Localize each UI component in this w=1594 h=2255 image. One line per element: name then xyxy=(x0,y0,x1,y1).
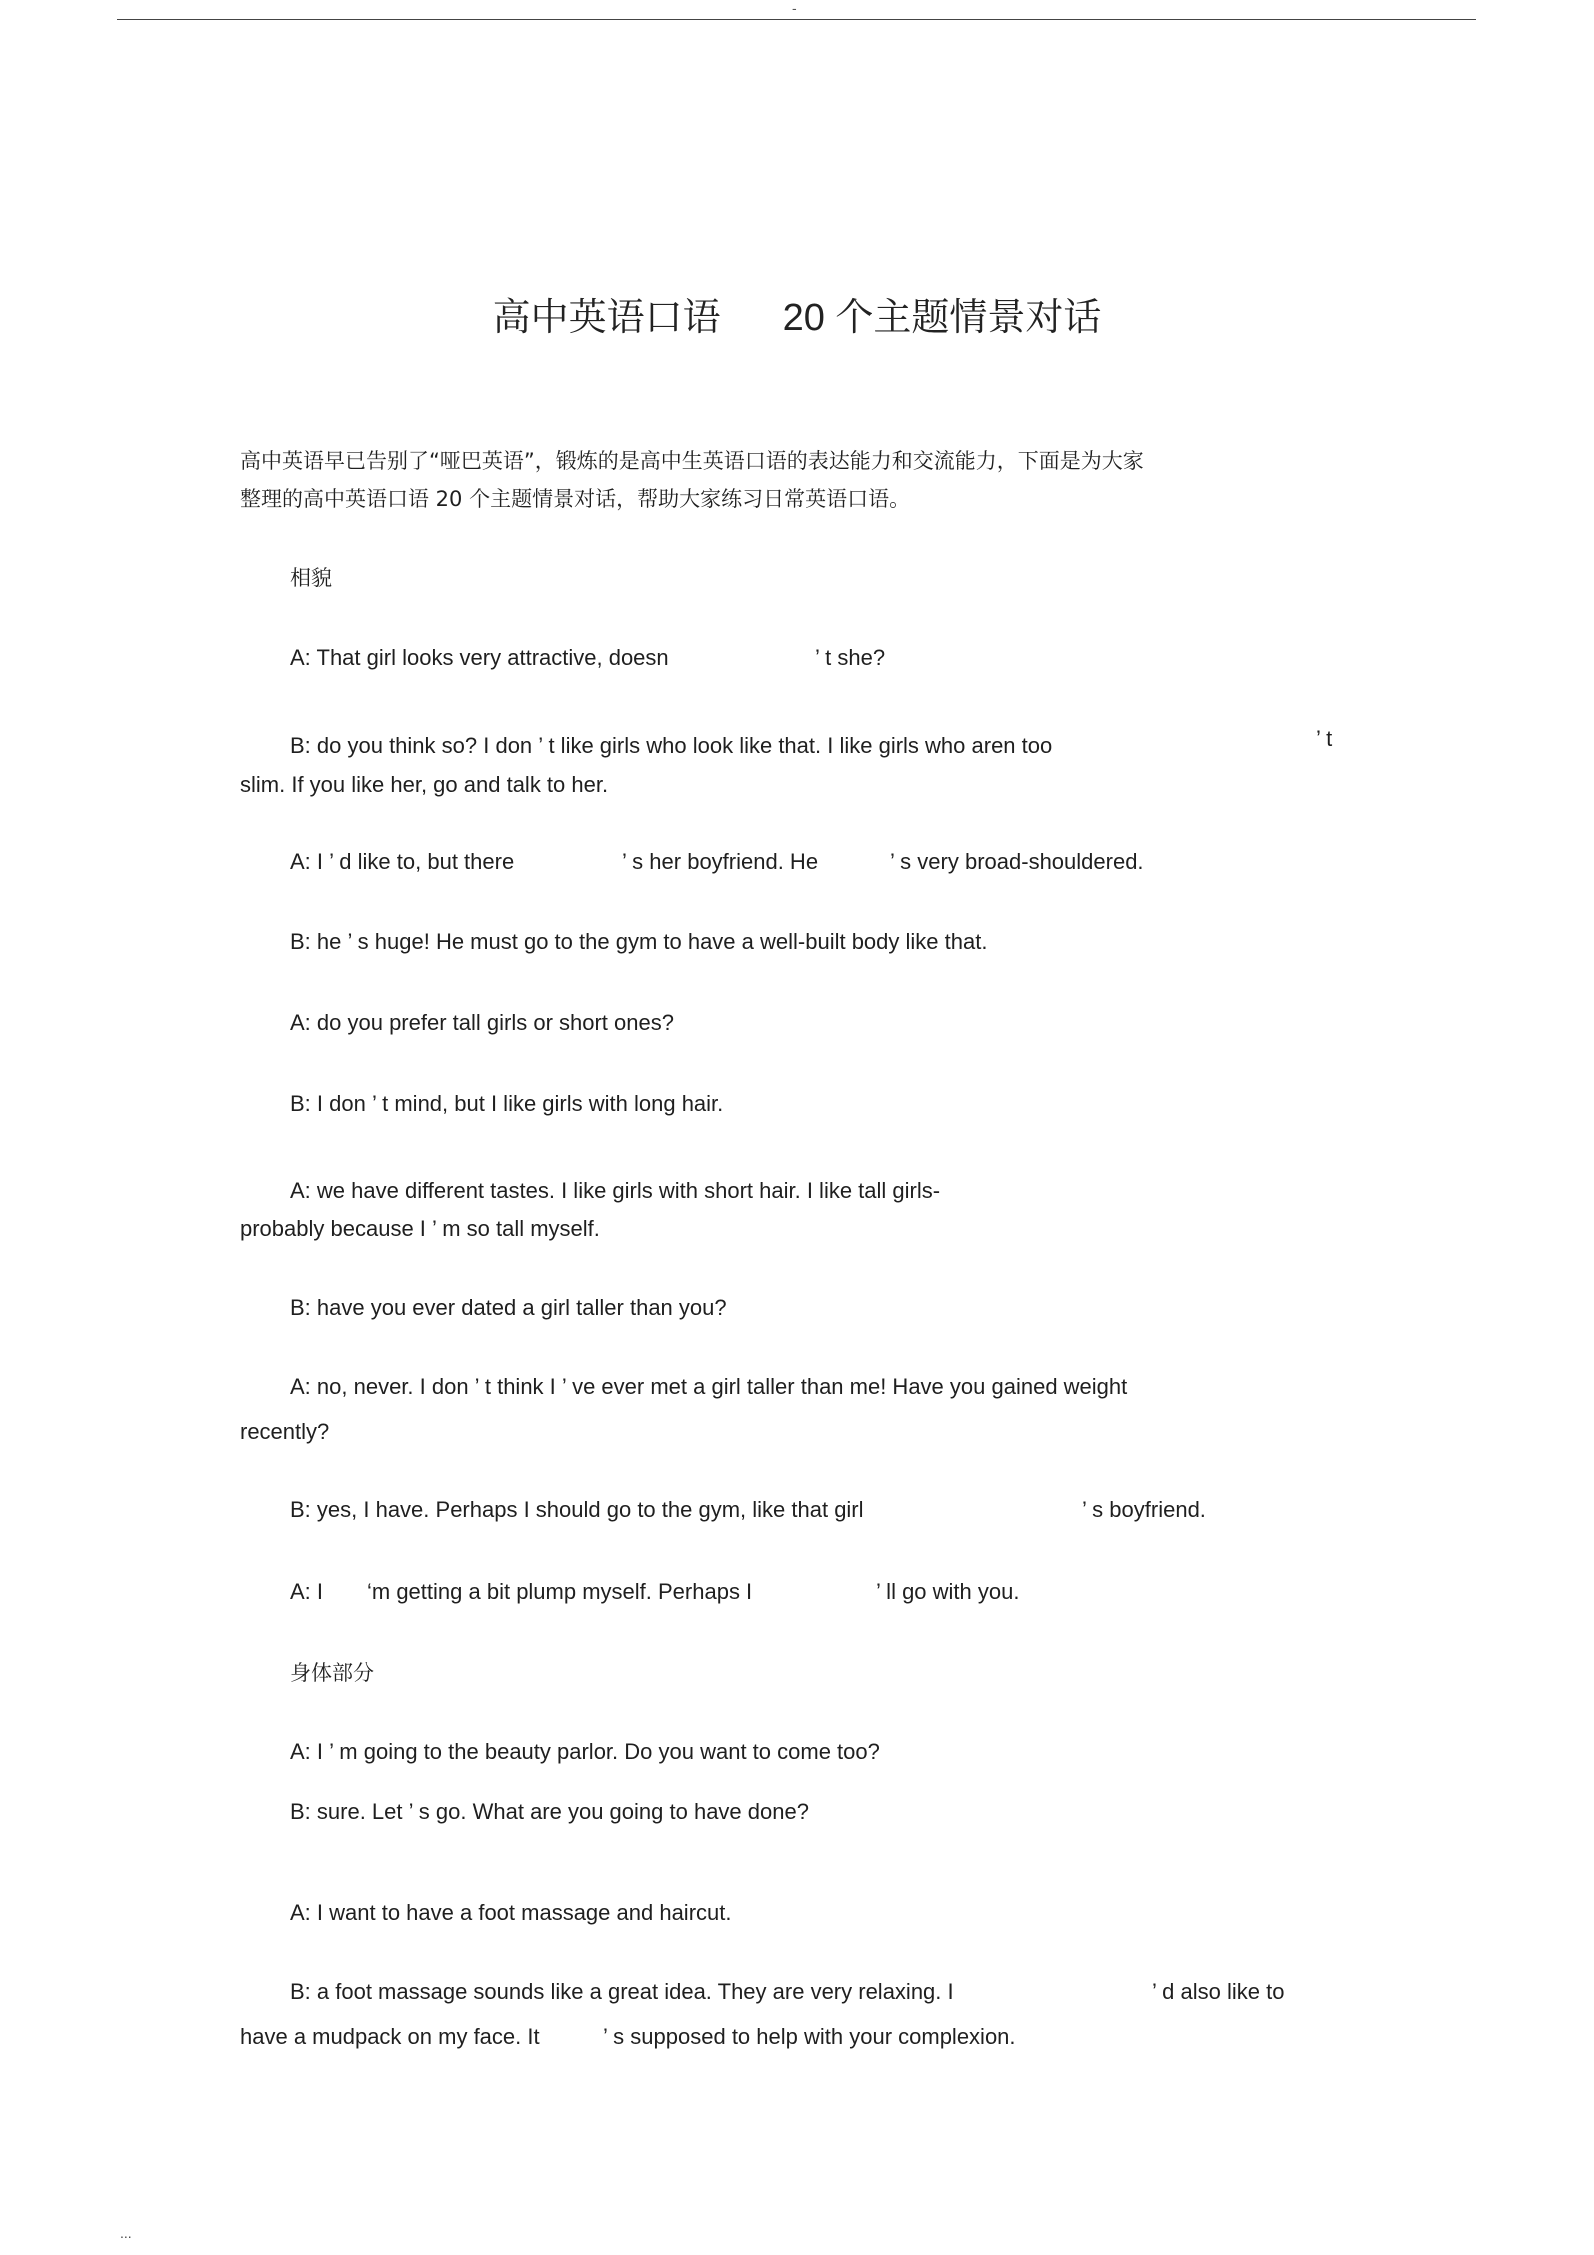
header-rule xyxy=(117,19,1476,20)
dialogue-line-mid: ’ s her boyfriend. He xyxy=(622,849,819,874)
page-title xyxy=(0,286,1594,341)
dialogue-line: A: That girl looks very attractive, doesn xyxy=(290,645,669,670)
dialogue-line: recently? xyxy=(240,1419,330,1444)
intro-line-2: 整理的高中英语口语 20 个主题情景对话，帮助大家练习日常英语口语。 xyxy=(240,487,911,511)
dialogue-line-mid: ‘m getting a bit plump myself. Perhaps I xyxy=(367,1579,753,1604)
dialogue-line: B: sure. Let ’ s go. What are you going to have done? xyxy=(290,1799,809,1824)
dialogue-line: B: have you ever dated a girl taller than you? xyxy=(290,1295,727,1320)
intro-line-1: 高中英语早已告别了“哑巴英语”，锻炼的是高中生英语口语的表达能力和交流能力，下面是为大家 xyxy=(240,449,1144,473)
dialogue-line: A: I xyxy=(290,1579,324,1604)
dialogue-line: B: I don ’ t mind, but I like girls with long hair. xyxy=(290,1091,724,1116)
dialogue-line-tail: ’ d also like to xyxy=(1152,1979,1285,2004)
dialogue-line-tail: ’ s supposed to help with your complexion. xyxy=(603,2024,1016,2049)
dialogue-line: have a mudpack on my face. It xyxy=(240,2024,540,2049)
section-heading-appearance: 相貌 xyxy=(290,566,332,590)
dialogue-line-tail: ’ t xyxy=(1316,726,1333,751)
header-mark: - xyxy=(792,0,797,16)
dialogue-line-tail: ’ ll go with you. xyxy=(876,1579,1020,1604)
dialogue-line-tail: ’ s boyfriend. xyxy=(1082,1497,1206,1522)
dialogue-line: B: a foot massage sounds like a great idea. They are very relaxing. I xyxy=(290,1979,954,2004)
dialogue-line-tail: ’ t she? xyxy=(815,645,886,670)
dialogue-line: B: yes, I have. Perhaps I should go to the gym, like that girl xyxy=(290,1497,864,1522)
dialogue-line: B: he ’ s huge! He must go to the gym to have a well-built body like that. xyxy=(290,929,988,954)
dialogue-line: B: do you think so? I don ’ t like girls who look like that. I like girls who aren too xyxy=(290,733,1053,758)
title-part-2: 20 个主题情景对话 xyxy=(782,297,1102,339)
dialogue-line: slim. If you like her, go and talk to her. xyxy=(240,772,609,797)
dialogue-line-tail: ’ s very broad-shouldered. xyxy=(890,849,1144,874)
dialogue-line: A: we have different tastes. I like girls with short hair. I like tall girls- xyxy=(290,1178,941,1203)
dialogue-line: A: I ’ m going to the beauty parlor. Do you want to come too? xyxy=(290,1739,880,1764)
dialogue-line: A: do you prefer tall girls or short ones? xyxy=(290,1010,674,1035)
title-part-1: 高中英语口语 xyxy=(492,295,721,339)
dialogue-line: A: I want to have a foot massage and haircut. xyxy=(290,1900,732,1925)
dialogue-line: A: I ’ d like to, but there xyxy=(290,849,515,874)
footer-mark: ... xyxy=(120,2225,132,2241)
section-heading-body-parts: 身体部分 xyxy=(290,1661,374,1685)
dialogue-line: A: no, never. I don ’ t think I ’ ve ever met a girl taller than me! Have you gained weight xyxy=(290,1374,1128,1399)
dialogue-line: probably because I ’ m so tall myself. xyxy=(240,1216,600,1241)
